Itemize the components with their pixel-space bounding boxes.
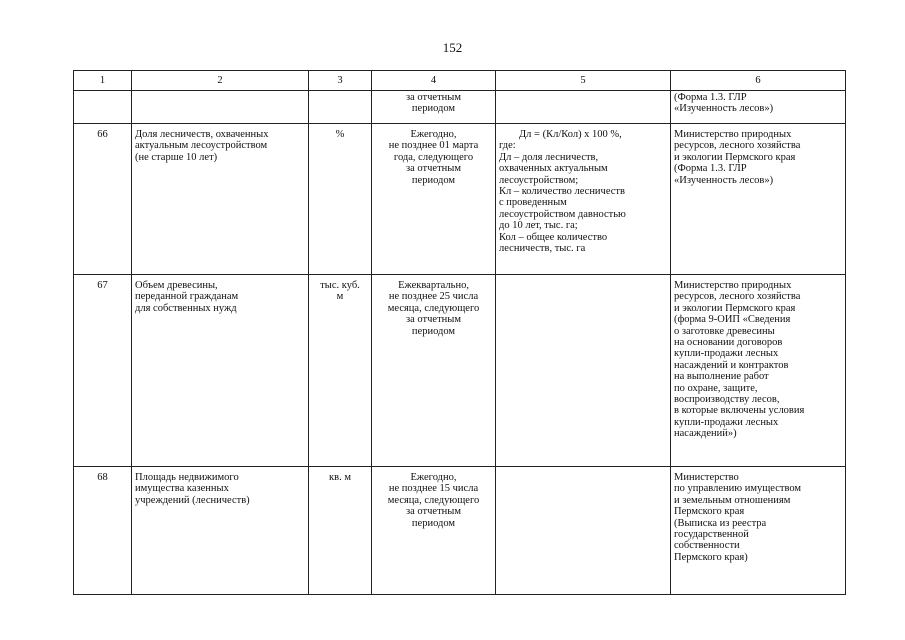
unit-line: кв. м — [329, 472, 351, 483]
source-cell — [671, 275, 846, 467]
source-line: Министерство природных — [674, 280, 792, 291]
indicator-name-cell — [132, 275, 309, 467]
period-line: за отчетным — [406, 314, 461, 326]
period-line: Ежегодно, — [410, 129, 457, 140]
unit-cell — [309, 467, 372, 595]
period-line: периодом — [411, 325, 456, 337]
unit-line: тыс. куб. — [320, 280, 360, 291]
row-number-cell — [74, 124, 132, 275]
formula-cell — [496, 124, 671, 275]
source-line: Пермского края) — [674, 551, 748, 563]
unit-cell — [309, 91, 372, 124]
row-number: 66 — [97, 129, 108, 140]
source-line: государственной — [674, 529, 749, 541]
name-line: переданной гражданам — [135, 291, 239, 303]
period-cell — [372, 91, 496, 124]
name-line: Площадь недвижимого — [135, 472, 239, 483]
source-line: насаждений») — [674, 428, 737, 440]
formula-cell — [496, 467, 671, 595]
source-line: (Выписка из реестра — [674, 517, 767, 529]
source-cell — [671, 467, 846, 595]
name-line: учреждений (лесничеств) — [135, 494, 250, 506]
formula-line: лесничеств, тыс. га — [499, 243, 586, 255]
indicator-name-cell — [132, 91, 309, 124]
period-line: периодом — [411, 517, 456, 529]
source-line: Министерство — [674, 472, 739, 483]
formula-cell — [496, 275, 671, 467]
source-line: «Изученность лесов») — [674, 103, 774, 115]
period-line: Ежеквартально, — [398, 280, 469, 291]
table-header-row — [74, 71, 846, 91]
source-line: ресурсов, лесного хозяйства — [674, 291, 801, 303]
name-line: актуальным лесоустройством — [135, 140, 268, 152]
formula-line: Кол – общее количество — [499, 231, 608, 243]
source-line: (форма 9-ОИП «Сведения — [674, 314, 791, 326]
source-cell — [671, 124, 846, 275]
table-row — [74, 91, 846, 124]
period-line: за отчетным — [406, 163, 461, 175]
column-header: 5 — [496, 71, 671, 91]
name-line: Объем древесины, — [135, 280, 218, 291]
source-line: и земельным отношениям — [674, 494, 791, 506]
name-line: (не старше 10 лет) — [135, 151, 218, 163]
period-cell — [372, 275, 496, 467]
row-number: 68 — [97, 472, 108, 483]
formula-line: где: — [499, 140, 516, 152]
source-line: собственности — [674, 540, 740, 552]
source-line: и экологии Пермского края — [674, 302, 796, 314]
period-line: периодом — [411, 174, 456, 186]
source-line: купли-продажи лесных — [674, 348, 779, 360]
table-row — [74, 275, 846, 467]
period-cell — [372, 467, 496, 595]
formula-line: Дл – доля лесничеств, — [499, 151, 599, 163]
period-line: месяца, следующего — [387, 302, 480, 314]
source-line: в которые включены условия — [674, 405, 805, 417]
column-header: 4 — [372, 71, 496, 91]
source-line: (Форма 1.3. ГЛР — [674, 163, 747, 175]
period-line: месяца, следующего — [387, 494, 480, 506]
table-row — [74, 467, 846, 595]
indicator-table — [73, 70, 846, 595]
row-number-cell — [74, 91, 132, 124]
column-header: 3 — [309, 71, 372, 91]
source-line: о заготовке древесины — [674, 325, 775, 337]
unit-cell — [309, 124, 372, 275]
column-header: 6 — [671, 71, 846, 91]
source-line: по охране, защите, — [674, 382, 758, 394]
period-line: периодом — [411, 103, 456, 115]
source-line: купли-продажи лесных — [674, 416, 779, 428]
source-line: и экологии Пермского края — [674, 151, 796, 163]
source-line: ресурсов, лесного хозяйства — [674, 140, 801, 152]
name-line: для собственных нужд — [135, 302, 237, 314]
formula-cell — [496, 91, 671, 124]
source-line: (Форма 1.3. ГЛР — [674, 92, 747, 103]
period-line: не позднее 01 марта — [388, 140, 479, 152]
source-line: «Изученность лесов») — [674, 174, 774, 186]
source-line: воспроизводству лесов, — [674, 394, 780, 406]
period-cell — [372, 124, 496, 275]
page-number: 152 — [442, 40, 463, 55]
source-line: на выполнение работ — [674, 371, 769, 383]
source-line: по управлению имуществом — [674, 483, 802, 495]
formula-line: лесоустройством; — [499, 174, 579, 186]
column-header: 2 — [132, 71, 309, 91]
row-number: 67 — [97, 280, 108, 291]
source-line: Пермского края — [674, 506, 745, 518]
formula-line: лесоустройством давностью — [499, 208, 626, 220]
period-line: не позднее 15 числа — [388, 483, 479, 495]
formula-line: с проведенным — [499, 197, 567, 209]
source-line: Министерство природных — [674, 129, 792, 140]
name-line: Доля лесничеств, охваченных — [135, 129, 269, 140]
period-line: за отчетным — [406, 92, 461, 103]
row-number-cell — [74, 275, 132, 467]
formula-line: охваченных актуальным — [499, 163, 608, 175]
column-header: 1 — [74, 71, 132, 91]
row-number-cell — [74, 467, 132, 595]
indicator-name-cell — [132, 124, 309, 275]
period-line: Ежегодно, — [410, 472, 457, 483]
unit-line: % — [335, 129, 345, 140]
name-line: имущества казенных — [135, 483, 229, 495]
table-row — [74, 124, 846, 275]
source-cell — [671, 91, 846, 124]
formula-line: Кл – количество лесничеств — [499, 186, 625, 198]
indicator-name-cell — [132, 467, 309, 595]
unit-cell — [309, 275, 372, 467]
period-line: не позднее 25 числа — [388, 291, 479, 303]
source-line: насаждений и контрактов — [674, 359, 789, 371]
unit-line: м — [336, 291, 344, 303]
period-line: года, следующего — [393, 151, 474, 163]
formula-line: Дл = (Кл/Кол) х 100 %, — [519, 129, 622, 140]
period-line: за отчетным — [406, 506, 461, 518]
source-line: на основании договоров — [674, 337, 783, 349]
formula-line: до 10 лет, тыс. га; — [499, 220, 578, 232]
